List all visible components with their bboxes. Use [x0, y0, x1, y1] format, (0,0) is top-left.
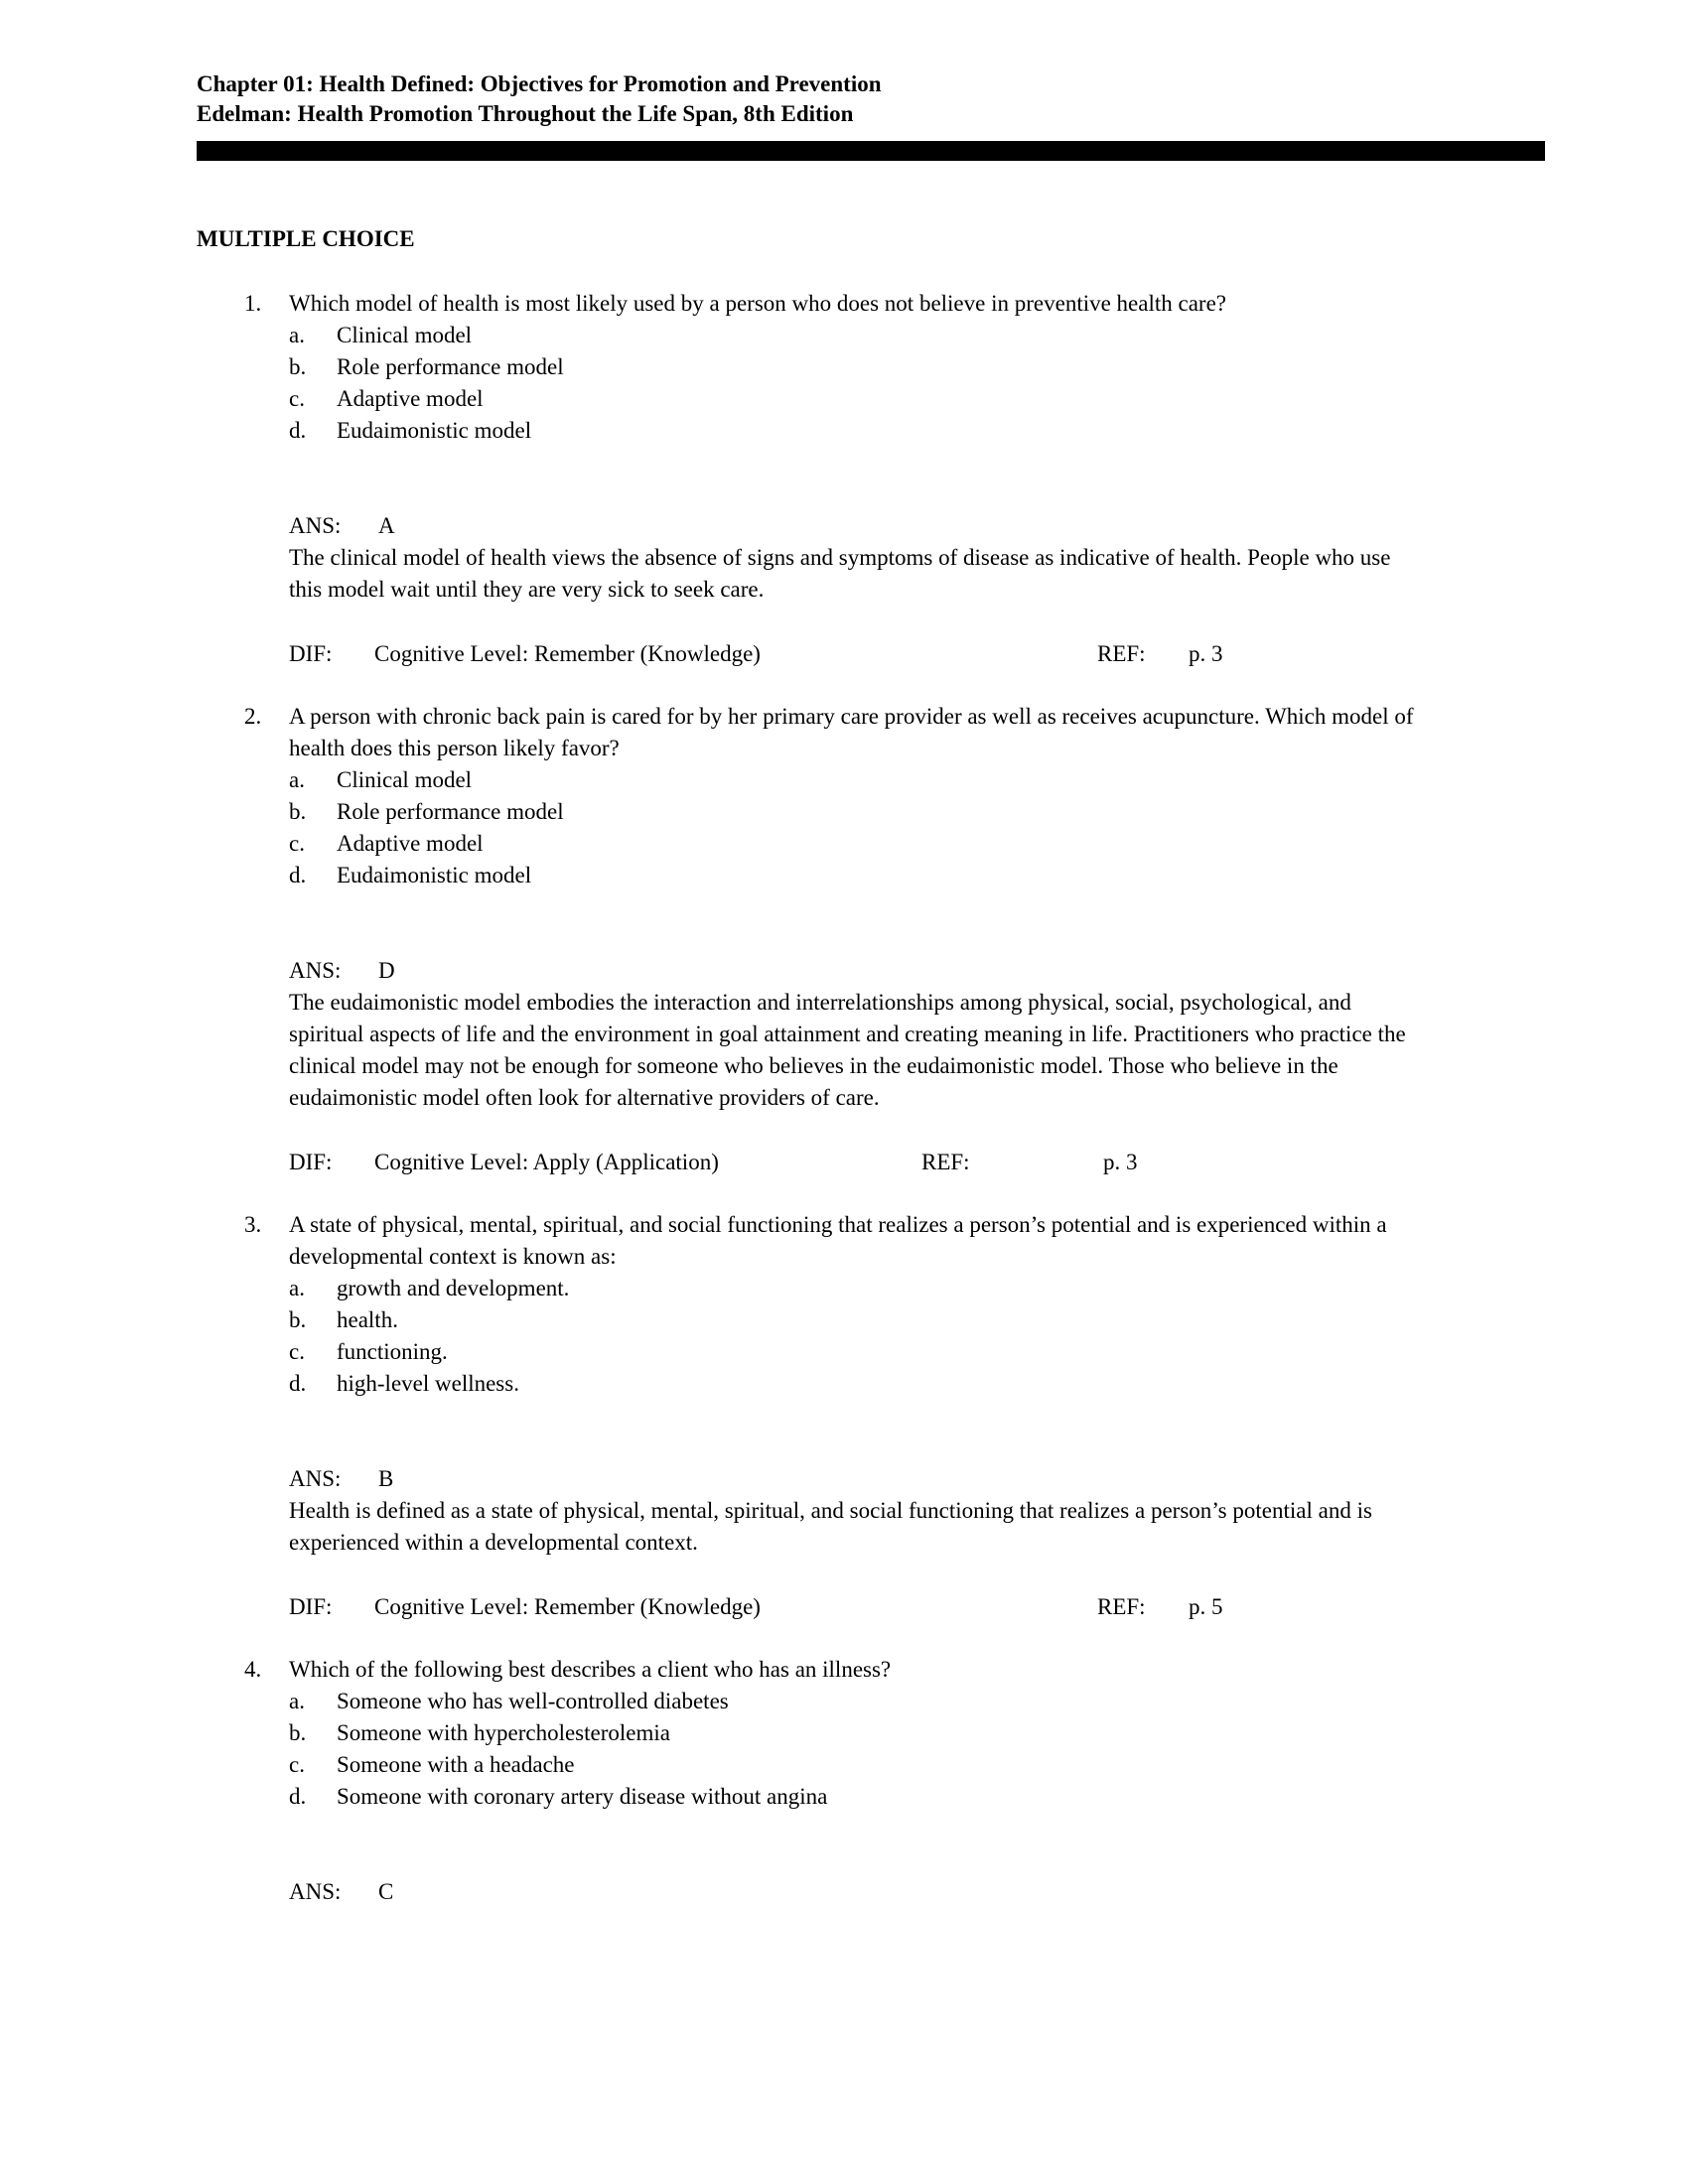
option-text: health. — [337, 1307, 398, 1332]
ref-value: p. 3 — [1103, 1150, 1138, 1174]
answer-value: C — [378, 1879, 394, 1904]
answer-block — [289, 1876, 1421, 1908]
option-letter: a. — [289, 767, 305, 792]
question-text: Which model of health is most likely used by a person who does not believe in preventive health care? — [289, 291, 1226, 316]
answer-rationale: Health is defined as a state of physical, mental, spiritual, and social functioning that realizes a person’s potential and is experienced within a developmental context. — [289, 1498, 1372, 1555]
option-c — [289, 383, 1477, 415]
option-b — [289, 351, 1477, 383]
answer-block — [289, 1463, 1421, 1559]
option-letter: c. — [289, 831, 305, 856]
dif-label: DIF: — [289, 1150, 333, 1174]
answer-line — [289, 1876, 1421, 1908]
document-header — [197, 69, 1545, 161]
option-text: Adaptive model — [337, 831, 484, 856]
option-c — [289, 1749, 1477, 1781]
question-text: A person with chronic back pain is cared for by her primary care provider as well as receives acupuncture. Which model of health does this person likely favor? — [289, 704, 1414, 760]
question-text: A state of physical, mental, spiritual, and social functioning that realizes a person’s potential and is experienced within a developmental context is known as: — [289, 1212, 1387, 1269]
chapter-title: Chapter 01: Health Defined: Objectives for Promotion and Prevention — [197, 71, 882, 96]
answer-value: D — [378, 958, 395, 983]
answer-label: ANS: — [289, 513, 342, 538]
answer-rationale: The eudaimonistic model embodies the interaction and interrelationships among physical, social, psychological, and spiritual aspects of life and the environment in goal attainment and creating meaning in life. Practitioners who practice the clinical model may not be enough for someone who believes in the eudaimonistic model. Those who believe in the eudaimonistic model often look for alternative providers of care. — [289, 990, 1406, 1110]
question-line — [244, 701, 1477, 764]
answer-label: ANS: — [289, 1879, 342, 1904]
answer-label: ANS: — [289, 1466, 342, 1491]
option-letter: a. — [289, 323, 305, 347]
option-letter: b. — [289, 799, 307, 824]
answer-line — [289, 955, 1421, 987]
answer-label: ANS: — [289, 958, 342, 983]
option-letter: c. — [289, 386, 305, 411]
option-letter: b. — [289, 1307, 307, 1332]
answer-value: A — [378, 513, 395, 538]
option-b — [289, 796, 1477, 828]
dif-ref-line — [289, 638, 1525, 670]
option-a — [289, 764, 1477, 796]
ref-label: REF: — [921, 1150, 970, 1174]
option-c — [289, 828, 1477, 860]
option-d — [289, 415, 1477, 447]
ref-label: REF: — [1097, 1594, 1146, 1619]
options-list — [289, 320, 1477, 447]
option-c — [289, 1336, 1477, 1368]
answer-block — [289, 510, 1421, 606]
question-number: 2. — [244, 704, 262, 729]
option-text: Someone with coronary artery disease without angina — [337, 1784, 828, 1809]
option-text: Adaptive model — [337, 386, 484, 411]
question-3 — [244, 1209, 1477, 1623]
option-text: Role performance model — [337, 354, 564, 379]
option-text: growth and development. — [337, 1276, 570, 1300]
option-text: Role performance model — [337, 799, 564, 824]
option-text: Eudaimonistic model — [337, 418, 532, 443]
question-text: Which of the following best describes a client who has an illness? — [289, 1657, 892, 1682]
options-list — [289, 764, 1477, 891]
option-d — [289, 1781, 1477, 1813]
dif-label: DIF: — [289, 1594, 333, 1619]
option-text: Someone who has well-controlled diabetes — [337, 1689, 729, 1713]
question-number: 4. — [244, 1657, 262, 1682]
dif-value: Cognitive Level: Remember (Knowledge) — [374, 1594, 761, 1619]
option-text: high-level wellness. — [337, 1371, 519, 1396]
option-a — [289, 320, 1477, 351]
document-body — [197, 224, 1477, 1908]
option-text: Eudaimonistic model — [337, 863, 532, 887]
dif-value: Cognitive Level: Remember (Knowledge) — [374, 641, 761, 666]
option-letter: d. — [289, 1371, 307, 1396]
question-2 — [244, 701, 1477, 1178]
option-a — [289, 1686, 1477, 1717]
dif-label: DIF: — [289, 641, 333, 666]
answer-line — [289, 1463, 1421, 1495]
option-letter: d. — [289, 863, 307, 887]
header-rule — [197, 141, 1545, 161]
option-letter: d. — [289, 1784, 307, 1809]
answer-rationale: The clinical model of health views the absence of signs and symptoms of disease as indicative of health. People who use this model wait until they are very sick to seek care. — [289, 545, 1391, 602]
option-text: Someone with a headache — [337, 1752, 575, 1777]
option-letter: a. — [289, 1276, 305, 1300]
dif-ref-line — [289, 1147, 1525, 1178]
options-list — [289, 1273, 1477, 1400]
question-number: 3. — [244, 1212, 262, 1237]
answer-line — [289, 510, 1421, 542]
option-letter: d. — [289, 418, 307, 443]
option-b — [289, 1304, 1477, 1336]
option-b — [289, 1717, 1477, 1749]
option-d — [289, 860, 1477, 891]
book-title: Edelman: Health Promotion Throughout the Life Span, 8th Edition — [197, 101, 854, 126]
dif-ref-line — [289, 1591, 1525, 1623]
option-d — [289, 1368, 1477, 1400]
question-number: 1. — [244, 291, 262, 316]
option-text: Clinical model — [337, 767, 473, 792]
option-letter: b. — [289, 354, 307, 379]
dif-value: Cognitive Level: Apply (Application) — [374, 1150, 719, 1174]
answer-value: B — [378, 1466, 394, 1491]
answer-block — [289, 955, 1421, 1114]
options-list — [289, 1686, 1477, 1813]
option-text: functioning. — [337, 1339, 448, 1364]
question-line — [244, 1209, 1477, 1273]
option-letter: b. — [289, 1720, 307, 1745]
option-a — [289, 1273, 1477, 1304]
question-line — [244, 288, 1477, 320]
question-line — [244, 1654, 1477, 1686]
option-text: Someone with hypercholesterolemia — [337, 1720, 670, 1745]
option-letter: c. — [289, 1339, 305, 1364]
question-list — [197, 288, 1477, 1908]
ref-value: p. 5 — [1189, 1594, 1223, 1619]
ref-label: REF: — [1097, 641, 1146, 666]
option-letter: a. — [289, 1689, 305, 1713]
option-text: Clinical model — [337, 323, 473, 347]
option-letter: c. — [289, 1752, 305, 1777]
section-title: MULTIPLE CHOICE — [197, 226, 415, 251]
ref-value: p. 3 — [1189, 641, 1223, 666]
question-4 — [244, 1654, 1477, 1908]
question-1 — [244, 288, 1477, 670]
